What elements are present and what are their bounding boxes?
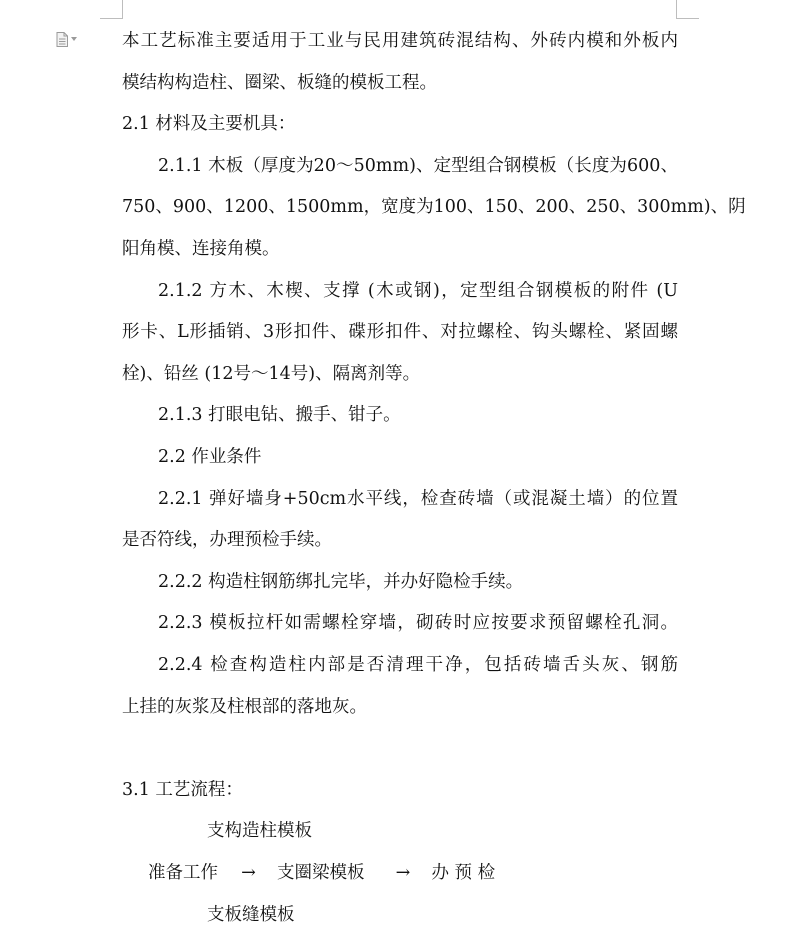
section-heading: 2.2 作业条件 <box>158 447 262 467</box>
dropdown-triangle-icon <box>71 37 77 41</box>
text-line: 2.1.3 打眼电钻、搬手、钳子。 <box>158 405 401 425</box>
paragraph-menu-button[interactable] <box>56 31 84 47</box>
document-icon <box>56 32 68 47</box>
section-heading: 3.1 工艺流程： <box>122 780 243 800</box>
text-line: 是否符线，办理预检手续。 <box>122 530 332 550</box>
crop-mark-left-vertical <box>122 0 123 18</box>
text-line: 模结构构造柱、圈梁、板缝的模板工程。 <box>122 73 437 93</box>
section-heading: 2.1 材料及主要机具： <box>122 114 296 134</box>
text-line: 上挂的灰浆及柱根部的落地灰。 <box>122 697 367 717</box>
text-line: 2.2.1 弹好墙身+50cm水平线，检查砖墙（或混凝土墙）的位置 <box>158 489 678 509</box>
flow-step-slab-joint-formwork: 支板缝模板 <box>207 905 295 925</box>
text-line: 阳角模、连接角模。 <box>122 239 280 259</box>
text-line: 2.1.1 木板（厚度为20～50mm)、定型组合钢模板（长度为600、 <box>158 156 678 176</box>
flow-step-preparation: 准备工作 <box>148 863 218 883</box>
text-line: 形卡、L形插销、3形扣件、碟形扣件、对拉螺栓、钩头螺栓、紧固螺 <box>122 322 678 342</box>
text-line: 2.2.4 检查构造柱内部是否清理干净，包括砖墙舌头灰、钢筋 <box>158 655 678 675</box>
flow-step-column-formwork: 支构造柱模板 <box>207 821 312 841</box>
text-line: 750、900、1200、1500mm，宽度为100、150、200、250、300mm)、阴 <box>122 197 746 217</box>
text-line: 2.2.3 模板拉杆如需螺栓穿墙，砌砖时应按要求预留螺栓孔洞。 <box>158 613 678 633</box>
text-line: 本工艺标准主要适用于工业与民用建筑砖混结构、外砖内模和外板内 <box>122 31 678 51</box>
crop-mark-left-horizontal <box>100 18 123 19</box>
flow-arrow-icon: → <box>395 863 411 883</box>
flow-step-ring-beam-formwork: 支圈梁模板 <box>276 863 365 883</box>
crop-mark-right-horizontal <box>676 18 699 19</box>
text-line: 2.1.2 方木、木楔、支撑 (木或钢)，定型组合钢模板的附件 (U <box>158 281 678 301</box>
flow-arrow-icon: → <box>241 863 256 883</box>
text-line: 栓)、铅丝 (12号～14号)、隔离剂等。 <box>122 364 421 384</box>
crop-mark-right-vertical <box>676 0 677 18</box>
flow-row <box>148 861 495 885</box>
flow-step-pre-inspection: 办 预 检 <box>431 863 496 883</box>
text-line: 2.2.2 构造柱钢筋绑扎完毕，并办好隐检手续。 <box>158 572 524 592</box>
